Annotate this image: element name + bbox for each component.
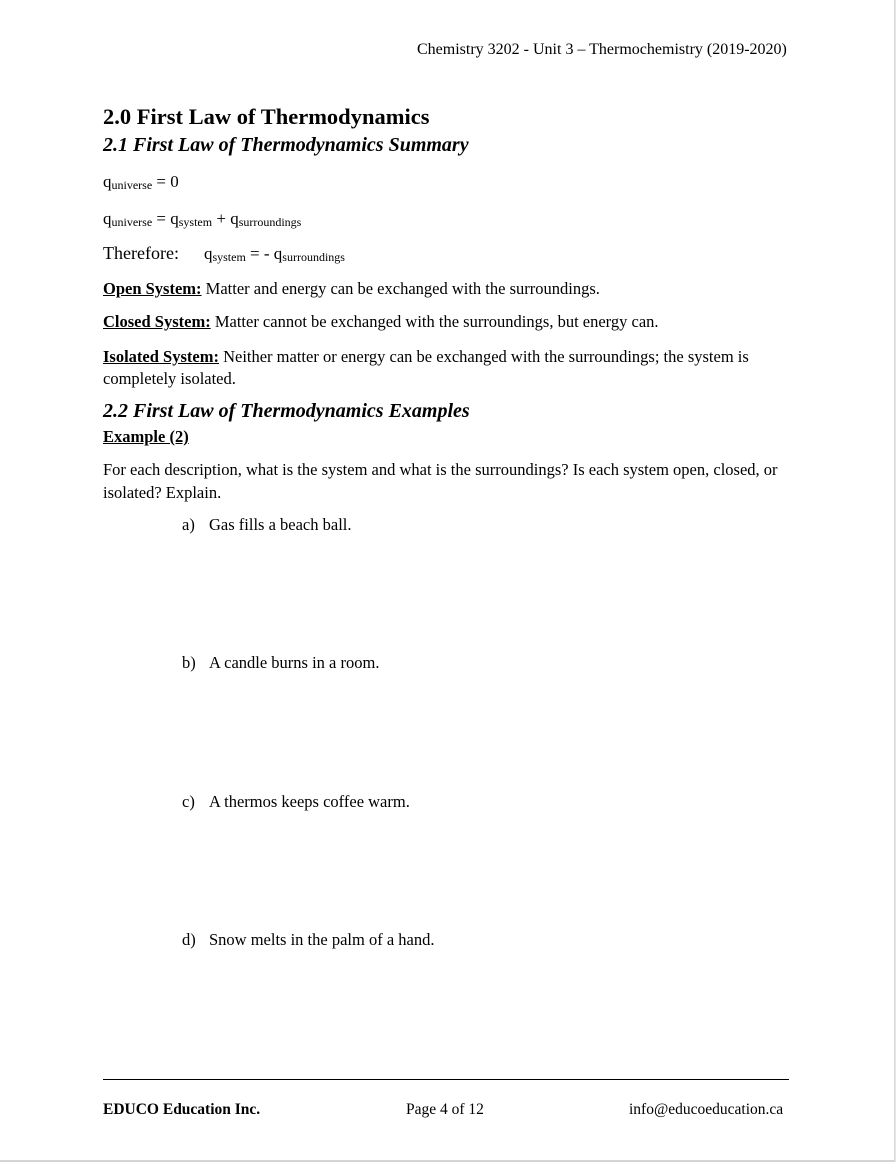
subsection-title-summary: 2.1 First Law of Thermodynamics Summary	[103, 134, 469, 156]
therefore-label: Therefore:	[103, 243, 179, 263]
footer-email: info@educoeducation.ca	[629, 1101, 784, 1118]
example-prompt: For each description, what is the system and what is the surroundings? Is each system open, closed, or isolated? Explain.	[103, 460, 778, 502]
question-text: A thermos keeps coffee warm.	[209, 792, 410, 811]
question-item	[182, 515, 352, 535]
definition-text: Matter cannot be exchanged with the surroundings, but energy can.	[210, 312, 659, 331]
equation-rest: = 0	[152, 172, 179, 191]
definition-open-system	[103, 279, 600, 299]
definition-text: Matter and energy can be exchanged with the surroundings.	[201, 279, 600, 298]
question-text: Gas fills a beach ball.	[209, 515, 352, 534]
footer-company: EDUCO Education Inc.	[103, 1101, 261, 1118]
question-letter: b)	[182, 653, 196, 672]
equals-negative: = -	[245, 244, 274, 263]
equation-q-universe-zero	[103, 172, 179, 193]
definition-closed-system	[103, 312, 659, 332]
question-item	[182, 653, 379, 673]
q-symbol: q	[203, 244, 213, 263]
question-letter: d)	[182, 930, 196, 949]
subsection-title-examples: 2.2 First Law of Thermodynamics Examples	[103, 400, 470, 422]
running-header: Chemistry 3202 - Unit 3 – Thermochemistry (2019-2020)	[417, 41, 787, 58]
equation-q-universe-sum	[103, 209, 301, 230]
question-item	[182, 792, 410, 812]
subscript: surroundings	[238, 215, 302, 229]
q-symbol: q	[230, 209, 239, 228]
definition-term: Isolated System:	[103, 347, 219, 366]
definition-isolated-system	[103, 346, 793, 390]
equals-sign: =	[152, 209, 171, 228]
subscript: system	[178, 215, 213, 229]
footer-page-number: Page 4 of 12	[406, 1101, 484, 1118]
question-text: A candle burns in a room.	[209, 653, 380, 672]
subscript: universe	[111, 215, 153, 229]
subscript: universe	[111, 178, 153, 192]
definition-term: Open System:	[103, 279, 202, 298]
question-item	[182, 930, 434, 950]
example-label: Example (2)	[103, 427, 189, 446]
subscript: surroundings	[282, 250, 345, 264]
q-symbol: q	[273, 244, 283, 263]
q-symbol: q	[170, 209, 179, 228]
equation-therefore	[103, 243, 345, 265]
question-text: Snow melts in the palm of a hand.	[209, 930, 435, 949]
question-letter: c)	[182, 792, 195, 811]
q-symbol: q	[103, 209, 112, 228]
subscript: system	[212, 250, 246, 264]
question-letter: a)	[182, 515, 195, 534]
plus-sign: +	[212, 209, 231, 228]
definition-text: Neither matter or energy can be exchanged with the surroundings; the system is completely isolated.	[103, 347, 749, 388]
footer-divider	[103, 1079, 789, 1080]
definition-term: Closed System:	[103, 312, 211, 331]
section-title: 2.0 First Law of Thermodynamics	[103, 104, 430, 129]
q-symbol: q	[103, 172, 112, 191]
